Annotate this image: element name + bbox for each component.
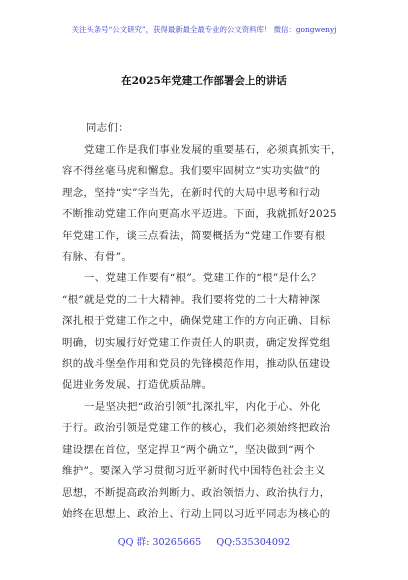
body-line: 党建工作是我们事业发展的重要基石，必须真抓实干， xyxy=(84,144,342,156)
body-line: 始终在思想上、政治上、行动上同以习近平同志为核心的 xyxy=(62,507,331,520)
header-promo-note: 关注头条号“公文研究”，获得最新最全最专业的公文资料库！ 微信：gongwenyj xyxy=(71,25,337,34)
document-title: 在2025年党建工作部署会上的讲话 xyxy=(121,75,287,87)
body-line: 一是坚决把“政治引领”扎深扎牢，内化于心、外化 xyxy=(84,400,321,413)
body-line: “根”就是党的二十大精神。我们要将党的二十大精神深 xyxy=(62,293,321,306)
body-line: 不断推动党建工作向更高水平迈进。下面，我就抓好2025 xyxy=(62,208,337,221)
footer-qq-group: QQ 群: 30265665 xyxy=(117,537,202,548)
footer-qq-number: QQ:535304092 xyxy=(216,537,291,548)
body-line: 促进业务发展、打造优质品牌。 xyxy=(62,379,213,392)
body-line: 建设摆在首位，坚定捍卫“两个确立”，坚决做到“两个 xyxy=(62,443,316,456)
body-line: 年党建工作，谈三点看法，简要概括为“党建工作要有根 xyxy=(62,229,326,242)
body-line: 深扎根于党建工作之中，确保党建工作的方向正确、目标 xyxy=(62,315,331,328)
body-line: 容不得丝毫马虎和懈怠。我们要牢固树立“实功实做”的 xyxy=(62,165,321,178)
body-line: 有脉、有骨”。 xyxy=(62,251,133,264)
body-line: 理念，坚持“实”字当先，在新时代的大局中思考和行动 xyxy=(62,186,321,199)
document-body xyxy=(62,140,352,525)
body-line: 明确，切实履行好党建工作责任人的职责，确定发挥党组 xyxy=(62,336,331,349)
body-line: 维护”。要深入学习贯彻习近平新时代中国特色社会主义 xyxy=(62,465,326,478)
body-line: 于行。政治引领是党建工作的核心，我们必须始终把政治 xyxy=(62,422,331,435)
body-line: 一、党建工作要有“根”。党建工作的“根”是什么？ xyxy=(84,272,322,285)
footer-contact xyxy=(0,534,408,548)
body-line: 织的战斗堡垒作用和党员的先锋模范作用，推动队伍建设 xyxy=(62,358,331,371)
salutation: 同志们： xyxy=(86,122,129,134)
body-line: 思想，不断提高政治判断力、政治领悟力、政治执行力， xyxy=(62,486,331,499)
